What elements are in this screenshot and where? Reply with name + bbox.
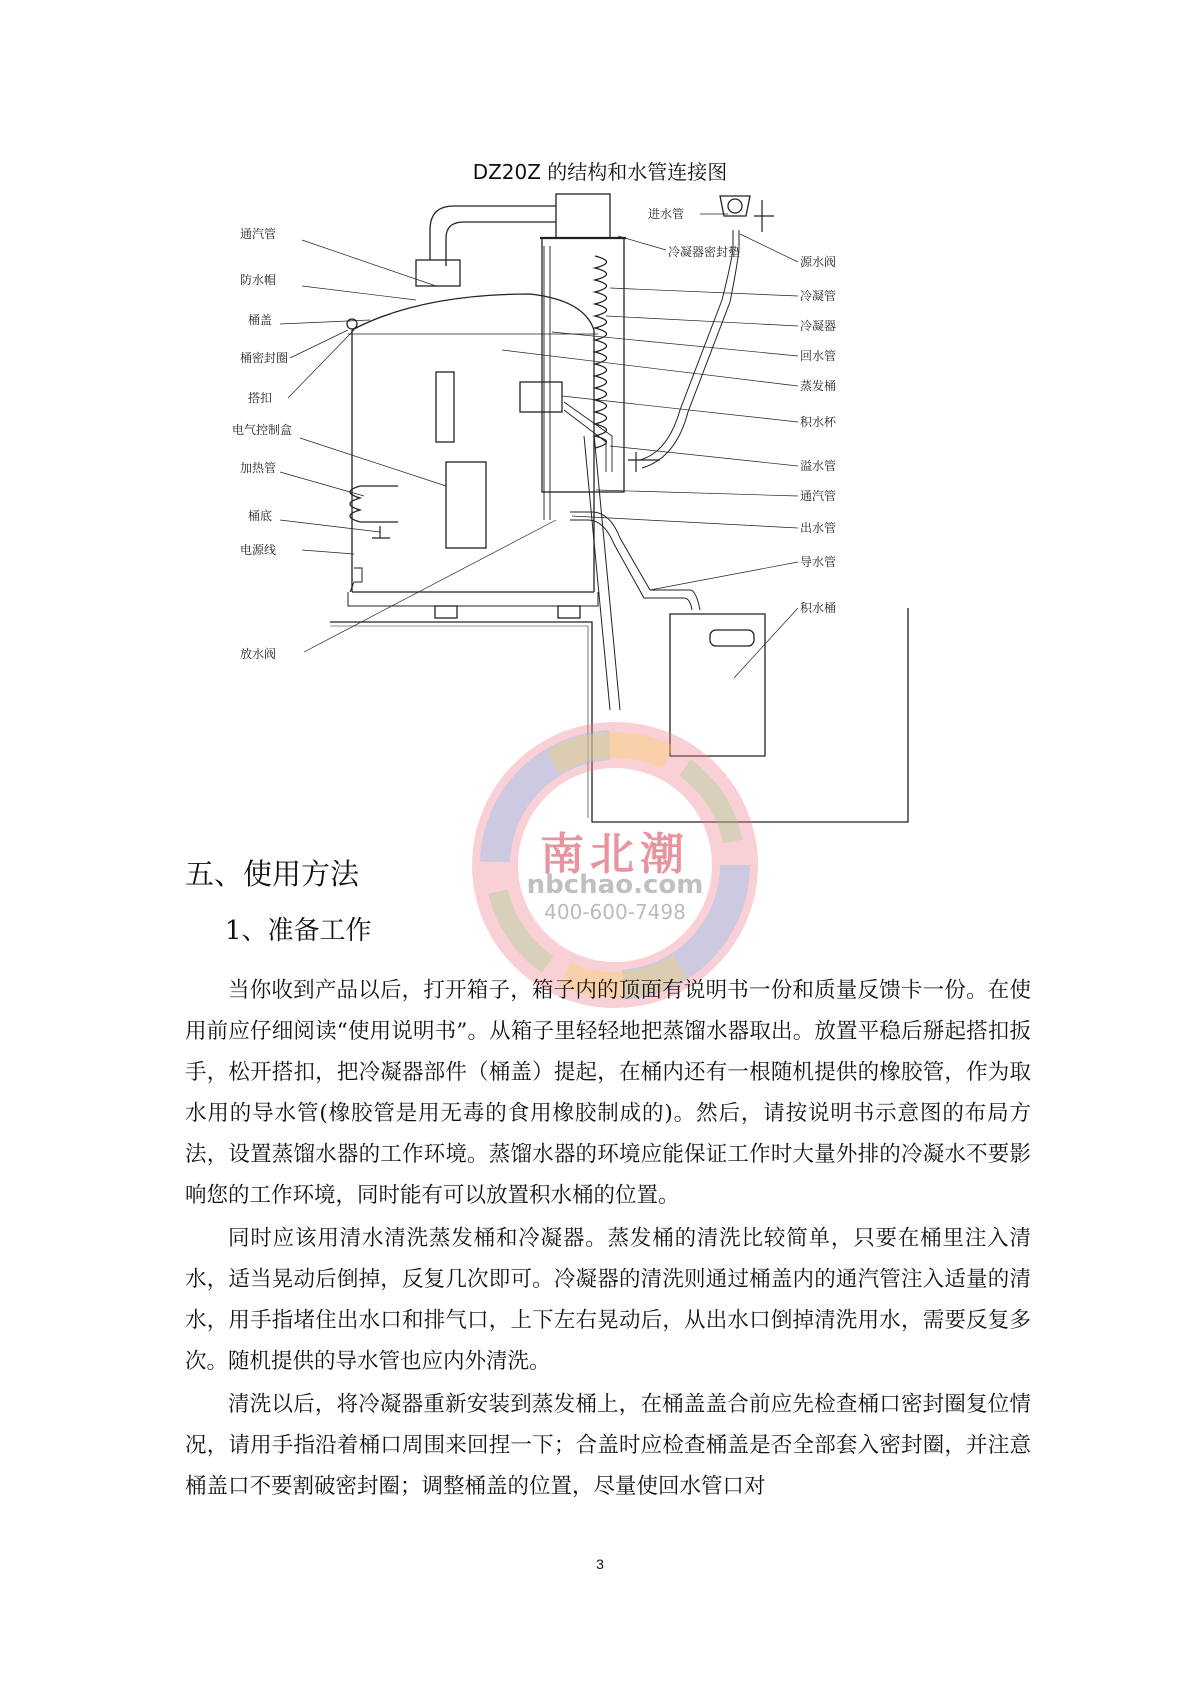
electric-box-top <box>436 372 454 442</box>
label-power-cord: 电源线 <box>240 543 277 557</box>
label-water-cup: 积水杯 <box>800 415 837 429</box>
watermark-tel: 400-600-7498 <box>544 900 686 924</box>
label-water-bucket: 积水桶 <box>800 601 837 615</box>
label-return-pipe: 回水管 <box>800 349 837 363</box>
label-seal-ring: 桶密封圈 <box>240 351 289 365</box>
label-outlet-pipe: 出水管 <box>800 521 837 535</box>
watermark-en: nbchao.com <box>526 870 704 900</box>
watermark-cn: 南北潮 <box>540 829 690 880</box>
label-vent-pipe: 通汽管 <box>240 227 277 241</box>
section-heading: 五、使用方法 <box>185 857 360 891</box>
label-overflow-pipe: 溢水管 <box>800 459 837 473</box>
label-waterproof-cap: 防水帽 <box>240 273 277 287</box>
vapor-pipe <box>430 206 556 266</box>
guide-pipe <box>570 512 700 610</box>
label-condenser-gasket: 冷凝器密封垫 <box>668 245 741 259</box>
water-cup <box>520 382 562 412</box>
waterproof-cap <box>416 260 460 286</box>
label-electric-box: 电气控制盒 <box>232 423 293 437</box>
body-text <box>185 970 1031 1509</box>
electric-box <box>446 462 486 548</box>
label-heating-tube: 加热管 <box>240 461 277 475</box>
paragraph: 当你收到产品以后，打开箱子，箱子内的顶面有说明书一份和质量反馈卡一份。在使用前应仔细阅读“使用说明书”。从箱子里轻轻地把蒸馏水器取出。放置平稳后掰起搭扣扳手，松开搭扣，把冷凝器部件（桶盖）提起，在桶内还有一根随机提供的橡胶管，作为取水用的导水管(橡胶管是用无毒的食用橡胶制成的)。然后，请按说明书示意图的布局方法，设置蒸馏水器的工作环境。蒸馏水器的环境应能保证工作时大量外排的冷凝水不要影响您的工作环境，同时能有可以放置积水桶的位置。 <box>185 978 1031 1208</box>
label-guide-pipe: 导水管 <box>800 555 837 569</box>
condenser-top <box>556 194 610 238</box>
label-drain-valve: 放水阀 <box>240 647 277 661</box>
label-vent-pipe-right: 通汽管 <box>800 489 837 503</box>
paragraph: 清洗以后，将冷凝器重新安装到蒸发桶上，在桶盖盖合前应先检查桶口密封圈复位情况，请用手指沿着桶口周围来回捏一下；合盖时应检查桶盖是否全部套入密封圈，并注意桶盖口不要割破密封圈；调整桶盖的位置，尽量使回水管口对 <box>185 1392 1031 1499</box>
label-condenser: 冷凝器 <box>800 319 837 333</box>
page-number: 3 <box>596 1556 604 1572</box>
label-bottom: 桶底 <box>248 509 273 523</box>
barrel-lid <box>352 294 594 330</box>
section-subheading: 1、准备工作 <box>225 916 372 946</box>
condenser-coil <box>595 256 607 448</box>
barrel-body <box>352 330 594 592</box>
paragraph: 同时应该用清水清洗蒸发桶和冷凝器。蒸发桶的清洗比较简单，只要在桶里注入清水，适当晃动后倒掉，反复几次即可。冷凝器的清洗则通过桶盖内的通汽管注入适量的清水，用手指堵住出水口和排气口，上下左右晃动后，从出水口倒掉清洗用水，需要反复多次。随机提供的导水管也应内外清洗。 <box>185 1226 1031 1374</box>
label-inlet-pipe: 进水管 <box>648 207 685 221</box>
label-condenser-tube: 冷凝管 <box>800 289 837 303</box>
label-evaporation-barrel: 蒸发桶 <box>800 379 837 393</box>
label-source-valve: 源水阀 <box>800 255 837 269</box>
heating-tube <box>350 486 398 522</box>
label-buckle: 搭扣 <box>248 391 273 405</box>
label-lid: 桶盖 <box>248 313 273 327</box>
figure-title: DZ20Z 的结构和水管连接图 <box>472 160 728 184</box>
